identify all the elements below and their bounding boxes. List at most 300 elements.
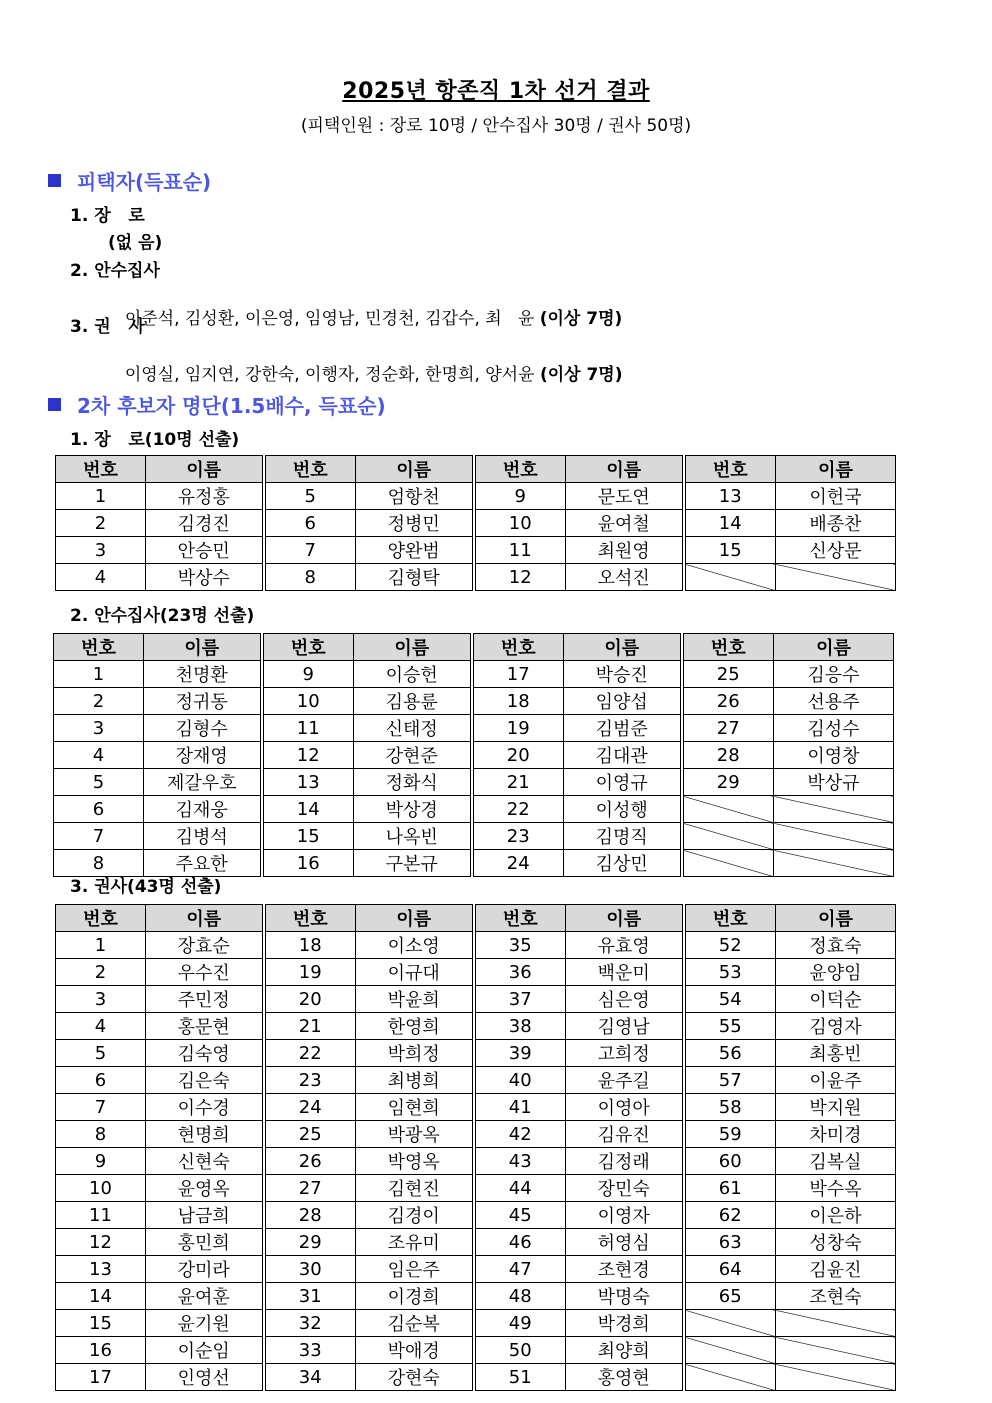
candidate-name: 정화식 — [354, 769, 472, 796]
candidate-number: 41 — [474, 1094, 566, 1121]
candidate-number: 37 — [474, 986, 566, 1013]
candidate-number: 49 — [474, 1310, 566, 1337]
table-row — [54, 850, 894, 877]
table-row — [56, 932, 896, 959]
candidate-number: 58 — [684, 1094, 776, 1121]
candidate-number: 14 — [56, 1283, 146, 1310]
empty-cell — [776, 564, 896, 591]
candidate-name: 김상민 — [564, 850, 682, 877]
candidate-name: 박상경 — [354, 796, 472, 823]
candidate-name: 임양섭 — [564, 688, 682, 715]
candidate-name: 박명숙 — [566, 1283, 684, 1310]
candidate-number: 17 — [56, 1364, 146, 1391]
candidate-name: 윤주길 — [566, 1067, 684, 1094]
candidate-name: 성창숙 — [776, 1229, 896, 1256]
candidate-number: 27 — [682, 715, 774, 742]
table-row — [56, 1121, 896, 1148]
candidate-name: 김영자 — [776, 1013, 896, 1040]
table-row — [56, 483, 896, 510]
candidate-table-elder — [55, 455, 896, 591]
candidate-name: 김재웅 — [144, 796, 262, 823]
column-header-name: 이름 — [564, 634, 682, 661]
candidate-number: 36 — [474, 959, 566, 986]
candidate-table-kwonsa — [55, 904, 896, 1391]
candidate-name: 이덕순 — [776, 986, 896, 1013]
candidate-number: 21 — [472, 769, 564, 796]
candidate-number: 25 — [264, 1121, 356, 1148]
column-header-number: 번호 — [56, 905, 146, 932]
section-candidates — [48, 390, 386, 419]
candidate-number: 10 — [56, 1175, 146, 1202]
candidate-number: 1 — [54, 661, 144, 688]
candidate-name: 이영아 — [566, 1094, 684, 1121]
empty-cell — [682, 823, 774, 850]
candidate-number: 30 — [264, 1256, 356, 1283]
candidate-number: 3 — [54, 715, 144, 742]
candidate-number: 2 — [56, 510, 146, 537]
candidate-number: 16 — [262, 850, 354, 877]
column-header-number: 번호 — [54, 634, 144, 661]
candidate-name: 홍민희 — [146, 1229, 264, 1256]
candidate-name: 현명희 — [146, 1121, 264, 1148]
candidate-name: 김경진 — [146, 510, 264, 537]
candidate-name: 유정홍 — [146, 483, 264, 510]
candidate-number: 5 — [264, 483, 356, 510]
table-row — [54, 769, 894, 796]
candidate-number: 15 — [684, 537, 776, 564]
page-subtitle: (피택인원 : 장로 10명 / 안수집사 30명 / 권사 50명) — [300, 116, 692, 136]
candidate-name: 장재영 — [144, 742, 262, 769]
candidate-number: 21 — [264, 1013, 356, 1040]
candidate-number: 8 — [54, 850, 144, 877]
candidate-name: 홍영현 — [566, 1364, 684, 1391]
candidate-name: 조유미 — [356, 1229, 474, 1256]
empty-cell — [776, 1310, 896, 1337]
section-heading: 2차 후보자 명단(1.5배수, 득표순) — [77, 394, 386, 418]
candidate-name: 이영자 — [566, 1202, 684, 1229]
candidate-name: 김현진 — [356, 1175, 474, 1202]
candidate-name: 안승민 — [146, 537, 264, 564]
candidate-number: 14 — [684, 510, 776, 537]
candidate-number: 46 — [474, 1229, 566, 1256]
candidate-number: 16 — [56, 1337, 146, 1364]
column-header-name: 이름 — [776, 456, 896, 483]
candidate-name: 이경희 — [356, 1283, 474, 1310]
candidate-name: 이영규 — [564, 769, 682, 796]
candidate-number: 32 — [264, 1310, 356, 1337]
table-row — [54, 823, 894, 850]
candidate-name: 정병민 — [356, 510, 474, 537]
candidate-name: 이규대 — [356, 959, 474, 986]
kwonsa-names-line — [114, 340, 623, 385]
candidate-number: 3 — [56, 537, 146, 564]
candidate-name: 고희정 — [566, 1040, 684, 1067]
candidate-name: 이승헌 — [354, 661, 472, 688]
column-header-number: 번호 — [684, 456, 776, 483]
candidate-name: 정효숙 — [776, 932, 896, 959]
candidate-number: 4 — [56, 1013, 146, 1040]
candidate-name: 신상문 — [776, 537, 896, 564]
candidate-name: 최병희 — [356, 1067, 474, 1094]
column-header-name: 이름 — [356, 456, 474, 483]
deacon-label: 2. 안수집사 — [70, 261, 160, 281]
candidate-name: 박영옥 — [356, 1148, 474, 1175]
candidate-name: 김복실 — [776, 1148, 896, 1175]
empty-cell — [684, 564, 776, 591]
candidate-name: 엄항천 — [356, 483, 474, 510]
kwonsa-names: 이영실, 임지연, 강한숙, 이행자, 정순화, 한명희, 양서윤 — [124, 365, 535, 385]
candidate-number: 38 — [474, 1013, 566, 1040]
table-row — [56, 1040, 896, 1067]
candidate-number: 13 — [684, 483, 776, 510]
candidate-number: 6 — [54, 796, 144, 823]
empty-cell — [774, 823, 894, 850]
candidate-name: 김경이 — [356, 1202, 474, 1229]
candidate-name: 김대관 — [564, 742, 682, 769]
candidate-name: 박상규 — [774, 769, 894, 796]
candidate-number: 35 — [474, 932, 566, 959]
candidate-name: 김윤진 — [776, 1256, 896, 1283]
candidate-number: 45 — [474, 1202, 566, 1229]
candidate-number: 23 — [264, 1067, 356, 1094]
candidate-name: 김응수 — [774, 661, 894, 688]
candidate-number: 18 — [472, 688, 564, 715]
candidate-number: 60 — [684, 1148, 776, 1175]
candidate-name: 한영희 — [356, 1013, 474, 1040]
candidate-name: 김형탁 — [356, 564, 474, 591]
column-header-name: 이름 — [356, 905, 474, 932]
table-row — [54, 715, 894, 742]
candidate-number: 24 — [264, 1094, 356, 1121]
candidate-number: 57 — [684, 1067, 776, 1094]
candidate-number: 9 — [262, 661, 354, 688]
candidate-name: 문도연 — [566, 483, 684, 510]
candidate-number: 48 — [474, 1283, 566, 1310]
candidate-name: 허영심 — [566, 1229, 684, 1256]
candidate-name: 강미라 — [146, 1256, 264, 1283]
deacon-names: 이준석, 김성환, 이은영, 임영남, 민경천, 김갑수, 최 윤 — [124, 309, 535, 329]
table-row — [56, 1337, 896, 1364]
candidate-number: 1 — [56, 483, 146, 510]
candidate-number: 29 — [682, 769, 774, 796]
table-row — [54, 742, 894, 769]
candidate-name: 김용륜 — [354, 688, 472, 715]
candidate-name: 장효순 — [146, 932, 264, 959]
candidate-name: 주민정 — [146, 986, 264, 1013]
candidate-number: 63 — [684, 1229, 776, 1256]
candidate-name: 백운미 — [566, 959, 684, 986]
candidate-name: 배종찬 — [776, 510, 896, 537]
column-header-number: 번호 — [474, 456, 566, 483]
column-header-number: 번호 — [56, 456, 146, 483]
candidate-name: 김유진 — [566, 1121, 684, 1148]
page-title: 2025년 항존직 1차 선거 결과 — [342, 79, 650, 104]
candidate-name: 박광옥 — [356, 1121, 474, 1148]
table-row — [56, 1094, 896, 1121]
candidate-name: 구본규 — [354, 850, 472, 877]
elder-value: (없 음) — [108, 233, 163, 253]
table-row — [56, 1283, 896, 1310]
table-row — [56, 1364, 896, 1391]
column-header-name: 이름 — [144, 634, 262, 661]
candidate-number: 62 — [684, 1202, 776, 1229]
empty-cell — [684, 1310, 776, 1337]
candidate-name: 신현숙 — [146, 1148, 264, 1175]
candidate-number: 8 — [264, 564, 356, 591]
candidate-number: 6 — [264, 510, 356, 537]
candidate-number: 9 — [56, 1148, 146, 1175]
candidate-number: 42 — [474, 1121, 566, 1148]
candidate-number: 5 — [54, 769, 144, 796]
candidate-name: 김숙영 — [146, 1040, 264, 1067]
candidate-number: 20 — [264, 986, 356, 1013]
column-header-name: 이름 — [774, 634, 894, 661]
candidate-number: 2 — [54, 688, 144, 715]
empty-cell — [684, 1364, 776, 1391]
candidate-number: 52 — [684, 932, 776, 959]
table-row — [56, 537, 896, 564]
column-header-name: 이름 — [566, 905, 684, 932]
candidate-number: 50 — [474, 1337, 566, 1364]
candidate-number: 13 — [262, 769, 354, 796]
square-bullet-icon — [48, 174, 61, 187]
candidate-number: 59 — [684, 1121, 776, 1148]
candidate-number: 47 — [474, 1256, 566, 1283]
candidate-name: 김은숙 — [146, 1067, 264, 1094]
candidate-name: 박수옥 — [776, 1175, 896, 1202]
kwonsa-label: 3. 권 사 — [70, 317, 145, 337]
candidate-name: 이영창 — [774, 742, 894, 769]
candidate-name: 이순임 — [146, 1337, 264, 1364]
table-row — [54, 688, 894, 715]
candidate-number: 14 — [262, 796, 354, 823]
candidate-name: 임은주 — [356, 1256, 474, 1283]
table-row — [56, 510, 896, 537]
table-header-row — [56, 905, 896, 932]
candidate-number: 4 — [54, 742, 144, 769]
table-row — [56, 1229, 896, 1256]
candidate-name: 윤여철 — [566, 510, 684, 537]
candidate-number: 11 — [56, 1202, 146, 1229]
candidate-number: 4 — [56, 564, 146, 591]
candidate-number: 12 — [474, 564, 566, 591]
empty-cell — [776, 1337, 896, 1364]
candidate-number: 31 — [264, 1283, 356, 1310]
column-header-number: 번호 — [264, 905, 356, 932]
candidate-name: 박상수 — [146, 564, 264, 591]
candidate-name: 박경희 — [566, 1310, 684, 1337]
candidate-name: 윤영옥 — [146, 1175, 264, 1202]
candidate-name: 박희정 — [356, 1040, 474, 1067]
candidate-number: 34 — [264, 1364, 356, 1391]
candidate-name: 이윤주 — [776, 1067, 896, 1094]
table-row — [56, 959, 896, 986]
candidate-name: 윤기원 — [146, 1310, 264, 1337]
table-label-deacon: 2. 안수집사(23명 선출) — [70, 606, 255, 626]
table-row — [56, 1202, 896, 1229]
candidate-name: 남금희 — [146, 1202, 264, 1229]
candidate-number: 44 — [474, 1175, 566, 1202]
kwonsa-count: (이상 7명) — [539, 365, 623, 385]
candidate-number: 15 — [56, 1310, 146, 1337]
table-row — [56, 1013, 896, 1040]
table-row — [56, 1175, 896, 1202]
candidate-number: 1 — [56, 932, 146, 959]
candidate-name: 윤양임 — [776, 959, 896, 986]
candidate-number: 8 — [56, 1121, 146, 1148]
candidate-name: 우수진 — [146, 959, 264, 986]
candidate-name: 신태정 — [354, 715, 472, 742]
candidate-name: 차미경 — [776, 1121, 896, 1148]
column-header-number: 번호 — [262, 634, 354, 661]
candidate-name: 윤여훈 — [146, 1283, 264, 1310]
candidate-number: 53 — [684, 959, 776, 986]
column-header-number: 번호 — [264, 456, 356, 483]
candidate-name: 조현숙 — [776, 1283, 896, 1310]
candidate-name: 조현경 — [566, 1256, 684, 1283]
column-header-name: 이름 — [146, 905, 264, 932]
candidate-number: 65 — [684, 1283, 776, 1310]
candidate-name: 이소영 — [356, 932, 474, 959]
table-row — [56, 1067, 896, 1094]
table-row — [56, 1148, 896, 1175]
candidate-number: 7 — [54, 823, 144, 850]
candidate-name: 홍문현 — [146, 1013, 264, 1040]
column-header-name: 이름 — [566, 456, 684, 483]
candidate-number: 29 — [264, 1229, 356, 1256]
candidate-number: 51 — [474, 1364, 566, 1391]
candidate-name: 김명직 — [564, 823, 682, 850]
table-row — [54, 661, 894, 688]
candidate-name: 김범준 — [564, 715, 682, 742]
candidate-name: 이헌국 — [776, 483, 896, 510]
candidate-number: 43 — [474, 1148, 566, 1175]
empty-cell — [774, 850, 894, 877]
candidate-name: 박윤희 — [356, 986, 474, 1013]
candidate-number: 9 — [474, 483, 566, 510]
table-label-kwonsa: 3. 권사(43명 선출) — [70, 877, 222, 897]
candidate-number: 19 — [472, 715, 564, 742]
empty-cell — [684, 1337, 776, 1364]
candidate-number: 15 — [262, 823, 354, 850]
candidate-number: 2 — [56, 959, 146, 986]
candidate-name: 제갈우호 — [144, 769, 262, 796]
table-header-row — [54, 634, 894, 661]
candidate-name: 박애경 — [356, 1337, 474, 1364]
elder-label: 1. 장 로 — [70, 206, 145, 226]
candidate-number: 39 — [474, 1040, 566, 1067]
candidate-number: 10 — [262, 688, 354, 715]
deacon-names-line — [114, 284, 622, 329]
candidate-number: 11 — [474, 537, 566, 564]
candidate-name: 최원영 — [566, 537, 684, 564]
section-elected — [48, 166, 211, 195]
table-row — [56, 986, 896, 1013]
candidate-name: 이수경 — [146, 1094, 264, 1121]
candidate-number: 12 — [262, 742, 354, 769]
candidate-name: 오석진 — [566, 564, 684, 591]
candidate-number: 12 — [56, 1229, 146, 1256]
candidate-number: 20 — [472, 742, 564, 769]
candidate-number: 23 — [472, 823, 564, 850]
candidate-number: 17 — [472, 661, 564, 688]
candidate-number: 25 — [682, 661, 774, 688]
candidate-name: 박승진 — [564, 661, 682, 688]
empty-cell — [774, 796, 894, 823]
candidate-name: 강현준 — [354, 742, 472, 769]
table-row — [56, 1256, 896, 1283]
candidate-name: 임현희 — [356, 1094, 474, 1121]
candidate-name: 김정래 — [566, 1148, 684, 1175]
candidate-name: 이성행 — [564, 796, 682, 823]
column-header-number: 번호 — [472, 634, 564, 661]
candidate-number: 40 — [474, 1067, 566, 1094]
deacon-count: (이상 7명) — [539, 309, 623, 329]
candidate-name: 정귀동 — [144, 688, 262, 715]
candidate-name: 김영남 — [566, 1013, 684, 1040]
table-row — [56, 564, 896, 591]
table-row — [56, 1310, 896, 1337]
table-row — [54, 796, 894, 823]
candidate-number: 7 — [264, 537, 356, 564]
candidate-number: 18 — [264, 932, 356, 959]
candidate-name: 양완범 — [356, 537, 474, 564]
candidate-number: 55 — [684, 1013, 776, 1040]
table-label-elder: 1. 장 로(10명 선출) — [70, 430, 240, 450]
column-header-name: 이름 — [354, 634, 472, 661]
candidate-number: 28 — [264, 1202, 356, 1229]
candidate-number: 26 — [682, 688, 774, 715]
candidate-name: 주요한 — [144, 850, 262, 877]
column-header-number: 번호 — [474, 905, 566, 932]
candidate-name: 유효영 — [566, 932, 684, 959]
empty-cell — [682, 796, 774, 823]
square-bullet-icon — [48, 398, 61, 411]
candidate-number: 33 — [264, 1337, 356, 1364]
candidate-name: 선용주 — [774, 688, 894, 715]
candidate-name: 박지원 — [776, 1094, 896, 1121]
candidate-number: 26 — [264, 1148, 356, 1175]
candidate-name: 장민숙 — [566, 1175, 684, 1202]
candidate-number: 22 — [472, 796, 564, 823]
candidate-number: 10 — [474, 510, 566, 537]
empty-cell — [682, 850, 774, 877]
candidate-name: 이은하 — [776, 1202, 896, 1229]
candidate-number: 27 — [264, 1175, 356, 1202]
candidate-name: 최양희 — [566, 1337, 684, 1364]
candidate-name: 천명환 — [144, 661, 262, 688]
candidate-name: 강현숙 — [356, 1364, 474, 1391]
candidate-name: 최홍빈 — [776, 1040, 896, 1067]
candidate-number: 5 — [56, 1040, 146, 1067]
candidate-number: 6 — [56, 1067, 146, 1094]
candidate-name: 심은영 — [566, 986, 684, 1013]
table-header-row — [56, 456, 896, 483]
column-header-number: 번호 — [682, 634, 774, 661]
candidate-number: 64 — [684, 1256, 776, 1283]
candidate-name: 김병석 — [144, 823, 262, 850]
candidate-name: 나옥빈 — [354, 823, 472, 850]
candidate-number: 19 — [264, 959, 356, 986]
section-heading: 피택자(득표순) — [77, 170, 212, 194]
candidate-number: 7 — [56, 1094, 146, 1121]
candidate-number: 13 — [56, 1256, 146, 1283]
column-header-name: 이름 — [146, 456, 264, 483]
candidate-number: 28 — [682, 742, 774, 769]
candidate-number: 56 — [684, 1040, 776, 1067]
candidate-number: 61 — [684, 1175, 776, 1202]
candidate-name: 김형수 — [144, 715, 262, 742]
